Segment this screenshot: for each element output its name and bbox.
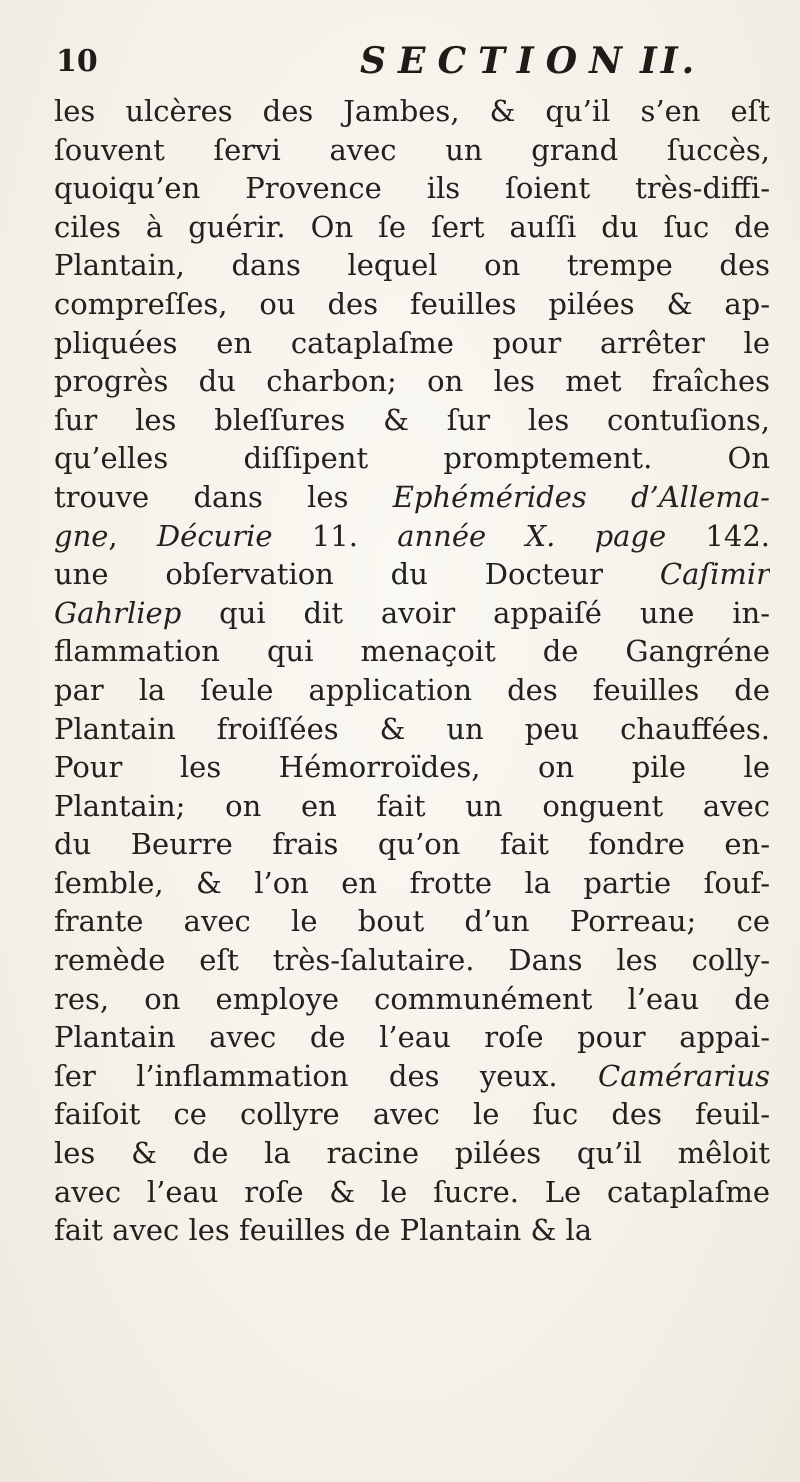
text-segment: fait avec les feuilles de Plantain & la [54,1213,593,1248]
text-segment: Plantain, dans lequel on trempe des [54,248,770,283]
text-segment: du Beurre frais qu’on fait fondre en- [54,827,770,862]
text-segment: quoiqu’en Provence ils ſoient très-diffi- [54,171,770,206]
italic-text: Décurie [156,518,273,553]
italic-text: Gahrliep [54,595,182,630]
text-segment: avec l’eau roſe & le ſucre. Le cataplaſme [54,1174,770,1209]
text-line [54,902,770,941]
text-line [54,980,770,1019]
text-line [54,864,770,903]
text-line [54,439,770,478]
text-segment: frante avec le bout d’un Porreau; ce [54,904,770,939]
text-segment: progrès du charbon; on les met fraîches [54,364,770,399]
running-head [360,40,698,82]
text-segment: ſouvent ſervi avec un grand ſuccès, [54,132,770,167]
section-word: SECTION [360,40,634,82]
text-segment: trouve dans les [54,479,393,514]
italic-text: Caſimir [659,557,770,592]
text-line [54,1057,770,1096]
text-segment: 11. [272,518,398,553]
text-segment: flammation qui menaçoit de Gangréne [54,634,770,669]
text-segment: Plantain froiſſées & un peu chauffées. [54,711,770,746]
text-line [54,825,770,864]
text-segment: ciles à guérir. On ſe ſert auſſi du ſuc de [54,209,770,244]
text-segment: une obſervation du Docteur [54,557,660,592]
text-line [54,1095,770,1134]
text-line [54,1211,770,1250]
text-line [54,632,770,671]
text-line [54,285,770,324]
text-segment: par la ſeule application des feuilles de [54,672,770,707]
section-number: II. [639,40,699,82]
text-line [54,1173,770,1212]
text-segment: ſur les bleſſures & ſur les contuſions, [54,402,770,437]
text-segment: ſemble, & l’on en frotte la partie ſouf- [54,865,770,900]
text-segment: , [108,518,157,553]
text-segment: res, on employe communément l’eau de [54,981,770,1016]
text-line [54,671,770,710]
text-line [54,92,770,131]
text-line [54,1018,770,1057]
text-line [54,594,770,633]
text-line [54,710,770,749]
text-segment: faiſoit ce collyre avec le ſuc des feuil- [54,1097,770,1132]
text-line [54,324,770,363]
text-segment: pliquées en cataplaſme pour arrêter le [54,325,770,360]
text-segment: qui dit avoir appaiſé une in- [181,595,770,630]
text-line [54,362,770,401]
text-segment: qu’elles diſſipent promptement. On [54,441,770,476]
text-segment: Plantain avec de l’eau roſe pour appai- [54,1020,770,1055]
text-line [54,208,770,247]
text-line [54,748,770,787]
text-segment: les & de la racine pilées qu’il mêloit [54,1136,770,1171]
page-number: 10 [56,44,98,79]
text-line [54,787,770,826]
text-segment: ſer l’inflammation des yeux. [54,1058,598,1093]
text-line [54,401,770,440]
text-segment: compreſſes, ou des feuilles pilées & ap- [54,286,770,321]
page-header [56,40,756,92]
italic-text: gne [54,518,109,553]
text-line [54,555,770,594]
text-line [54,941,770,980]
text-segment: Plantain; on en fait un onguent avec [54,788,770,823]
text-line [54,517,770,556]
text-line [54,131,770,170]
italic-text: année X. page [397,518,667,553]
text-segment: 142. [666,518,770,553]
text-line [54,478,770,517]
text-line [54,246,770,285]
text-segment: Pour les Hémorroïdes, on pile le [54,750,770,785]
body-text [54,92,770,1250]
text-segment: les ulcères des Jambes, & qu’il s’en eſt [54,94,770,128]
italic-text: Camérarius [598,1058,770,1093]
text-segment: remède eſt très-ſalutaire. Dans les colly- [54,943,770,978]
text-line [54,169,770,208]
italic-text: Ephémérides d’Allema- [392,479,770,514]
text-line [54,1134,770,1173]
